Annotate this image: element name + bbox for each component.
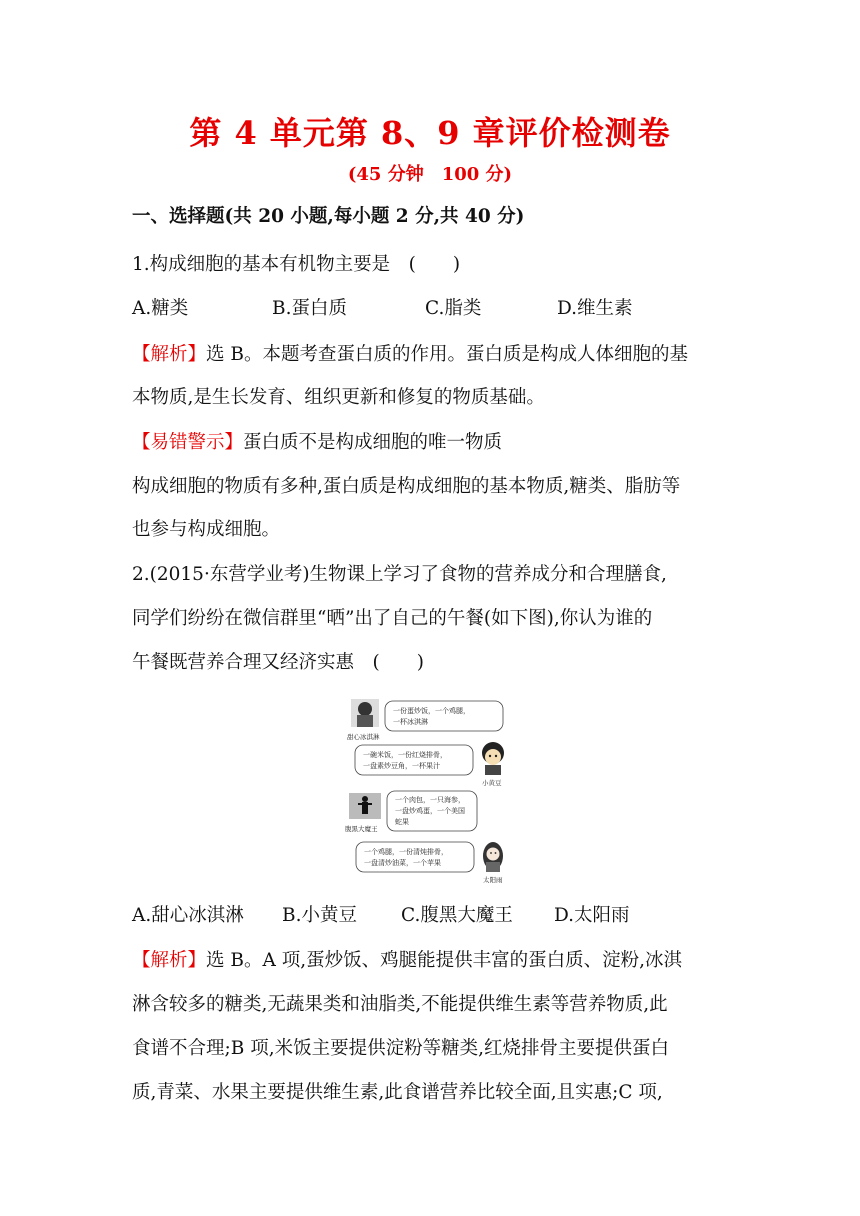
bubble-1-line-1: 一份蛋炒饭，一个鸡腿， — [393, 707, 470, 715]
bubble-1-line-2: 一杯冰淇淋 — [393, 718, 428, 726]
person-3-name: 腹黑大魔王 — [345, 825, 378, 833]
q1-option-b: B.蛋白质 — [272, 298, 347, 319]
lunch-chat-svg — [345, 693, 510, 853]
q2-option-d: D.太阳雨 — [554, 905, 630, 926]
q2-option-a: A.甜心冰淇淋 — [132, 905, 244, 926]
page-title: 第 4 单元第 8、9 章评价检测卷 — [189, 114, 671, 152]
avatar-person-2 — [482, 742, 504, 775]
q1-warning-line-1: 构成细胞的物质有多种,蛋白质是构成细胞的基本物质,糖类、脂肪等 — [132, 476, 681, 497]
question-1-stem: 1.构成细胞的基本有机物主要是 ( ) — [132, 254, 461, 275]
q2-option-c: C.腹黑大魔王 — [401, 905, 513, 926]
question-2-stem-line-2: 同学们纷纷在微信群里“晒”出了自己的午餐(如下图),你认为谁的 — [132, 608, 653, 629]
q2-analysis-line-1 — [132, 949, 682, 973]
section-heading: 一、选择题(共 20 小题,每小题 2 分,共 40 分) — [132, 206, 525, 227]
question-2-options — [132, 904, 630, 928]
bubble-2 — [355, 745, 473, 775]
q2-option-b: B.小黄豆 — [282, 905, 357, 926]
q1-option-a: A.糖类 — [132, 298, 189, 319]
bubble-3-line-1: 一个肉包，一只海参， — [395, 796, 465, 804]
analysis-text-2: 选 B。A 项,蛋炒饭、鸡腿能提供丰富的蛋白质、淀粉,冰淇 — [206, 950, 682, 971]
bubble-4-line-1: 一个鸡腿，一份清炖排骨， — [364, 848, 448, 856]
analysis-tag-2: 【解析】 — [132, 950, 207, 971]
avatar-person-3 — [349, 793, 381, 819]
q1-warning-heading — [132, 431, 502, 455]
question-1-options — [132, 297, 633, 321]
bubble-3-line-2: 一盘炒鸡蛋，一个美国 — [395, 807, 465, 815]
q1-warning-line-2: 也参与构成细胞。 — [132, 519, 281, 540]
person-2-name: 小黄豆 — [482, 779, 502, 787]
lunch-chat-figure — [345, 693, 510, 853]
bubble-4-line-2: 一盘清炒油菜，一个苹果 — [364, 859, 441, 867]
lunch-chat-svg-bottom — [350, 838, 520, 888]
analysis-tag: 【解析】 — [132, 344, 207, 365]
analysis-text: 选 B。本题考查蛋白质的作用。蛋白质是构成人体细胞的基 — [206, 344, 688, 365]
q2-analysis-line-3: 食谱不合理;B 项,米饭主要提供淀粉等糖类,红烧排骨主要提供蛋白 — [132, 1038, 669, 1059]
person-4-name: 太阳雨 — [483, 876, 503, 884]
warning-tag: 【易错警示】 — [132, 432, 244, 453]
bubble-3-line-3: 蛇果 — [395, 818, 409, 826]
question-2-stem-line-3: 午餐既营养合理又经济实惠 ( ) — [132, 652, 424, 673]
page-subtitle: (45 分钟 100 分) — [347, 164, 513, 185]
q1-option-c: C.脂类 — [425, 298, 482, 319]
person-1-name: 甜心冰淇淋 — [347, 733, 380, 741]
avatar-person-1 — [351, 699, 379, 727]
bubble-1 — [385, 701, 503, 731]
q1-analysis-line-1 — [132, 343, 688, 367]
q1-analysis-line-2: 本物质,是生长发育、组织更新和修复的物质基础。 — [132, 387, 545, 408]
bubble-2-line-2: 一盘素炒豆角，一杯果汁 — [363, 762, 440, 770]
bubble-2-line-1: 一碗米饭，一份红烧排骨， — [363, 751, 447, 759]
bubble-4 — [356, 842, 474, 872]
warning-title: 蛋白质不是构成细胞的唯一物质 — [243, 432, 503, 453]
q1-option-d: D.维生素 — [557, 298, 633, 319]
question-2-stem-line-1: 2.(2015·东营学业考)生物课上学习了食物的营养成分和合理膳食, — [132, 564, 667, 585]
q2-analysis-line-4: 质,青菜、水果主要提供维生素,此食谱营养比较全面,且实惠;C 项, — [132, 1082, 663, 1103]
avatar-person-4 — [483, 842, 503, 872]
lunch-chat-figure-bottom — [350, 838, 520, 888]
q2-analysis-line-2: 淋含较多的糖类,无蔬果类和油脂类,不能提供维生素等营养物质,此 — [132, 994, 668, 1015]
